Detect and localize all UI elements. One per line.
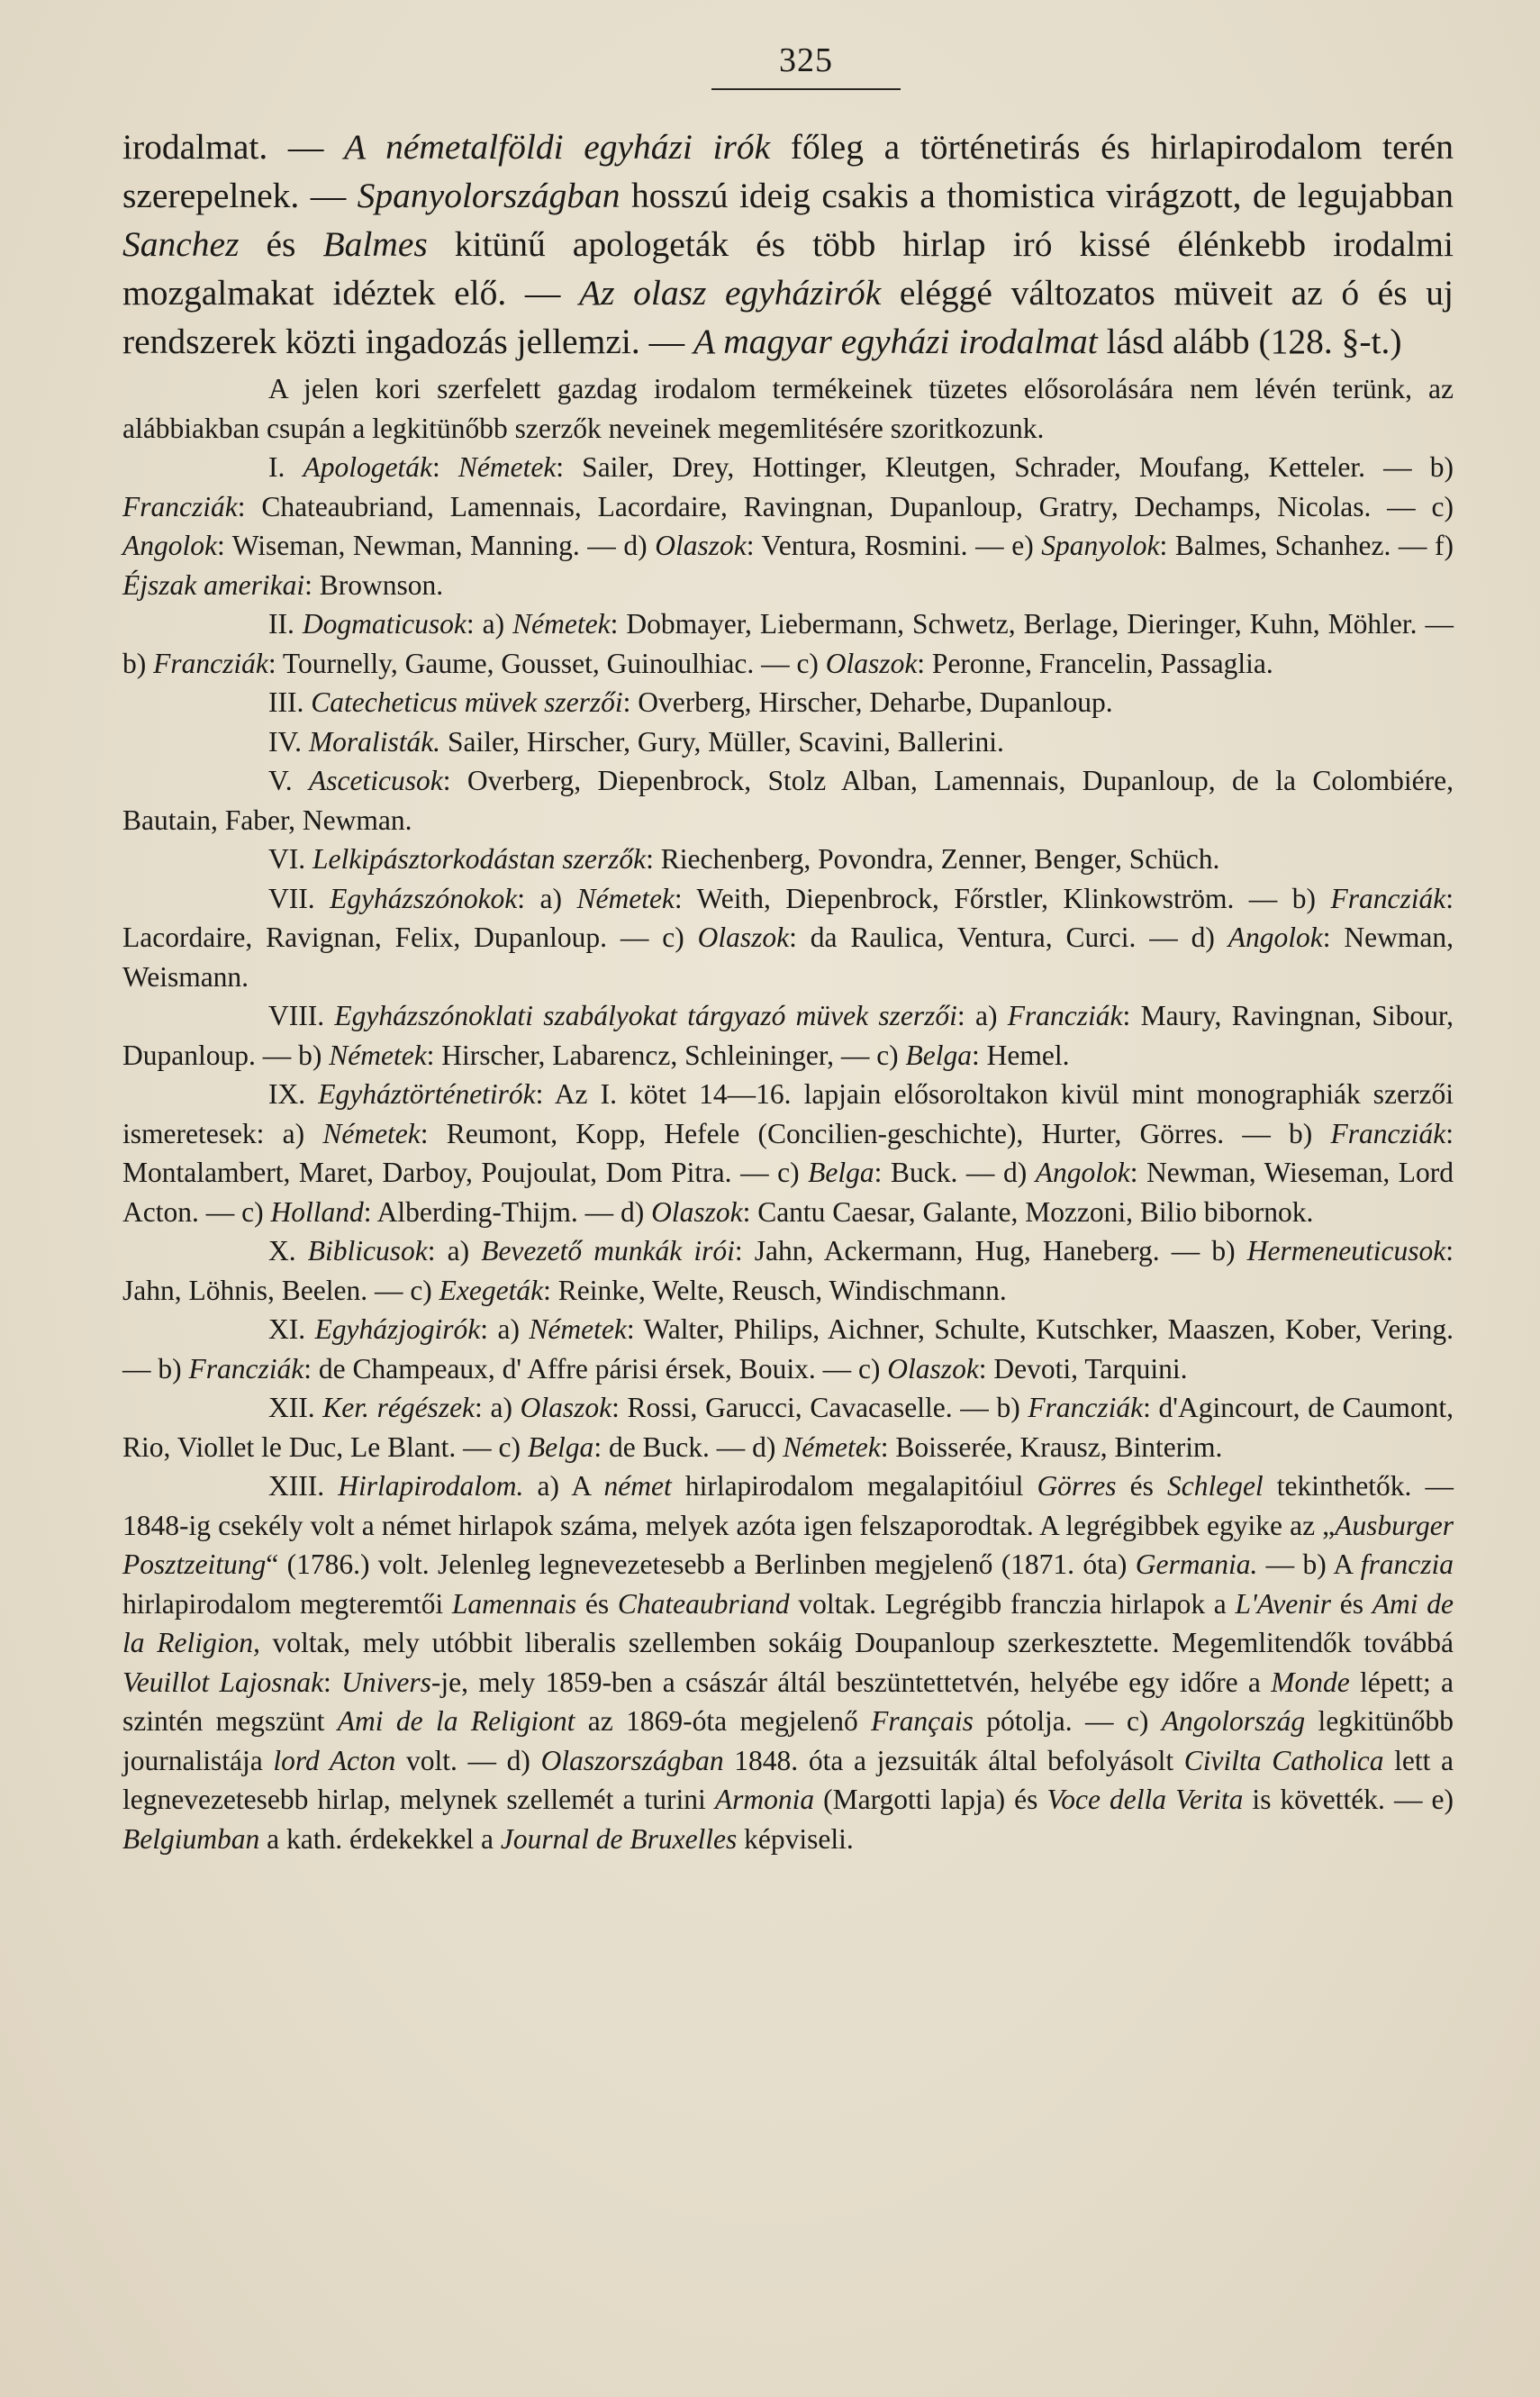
italic-run: Armonia <box>714 1784 815 1815</box>
text-run: 1848. óta a jezsuiták által befolyásolt <box>723 1744 1184 1776</box>
text-run: : Chateaubriand, Lamennais, Lacordaire, Ravingnan, Dupanloup, Gratry, Dechamps, Nicolas. — c) <box>237 490 1454 522</box>
italic-run: Chateaubriand <box>617 1587 790 1620</box>
text-run: : Cantu Caesar, Galante, Mozzoni, Bilio bibornok. <box>742 1195 1314 1228</box>
italic-run: Lamennais <box>451 1587 577 1620</box>
italic-run: Németek <box>329 1039 427 1071</box>
text-run: : Az I. kötet 14—16. lapjain elősoroltakon kivül mint monographiák szerzői ismeretesek: a) <box>122 1078 1454 1149</box>
italic-run: Catecheticus müvek szerzői <box>311 686 623 718</box>
page-number: 325 <box>779 41 833 79</box>
text-run: : Wiseman, Newman, Manning. — d) <box>216 530 656 561</box>
italic-run: A magyar egyházi irodalmat <box>693 322 1098 361</box>
text-run: Sailer, Hirscher, Gury, Müller, Scavini, Ballerini. <box>440 725 1004 758</box>
text-run: : Brownson. <box>304 568 444 601</box>
text-run: A jelen kori szerfelett gazdag irodalom termékeinek tüzetes elősorolására nem lévén terünk, az alábbiakban csupán a legkitünőbb szerzők neveinek megemlitésére szoritkozunk. <box>122 373 1454 444</box>
text-run: : Newman, Wieseman, Lord Acton. — c) <box>122 1157 1454 1228</box>
text-run: és <box>239 224 323 264</box>
text-run: III. <box>268 686 312 718</box>
italic-run: Spanyolországban <box>357 176 621 215</box>
italic-run: Sanchez <box>122 224 240 264</box>
page-number-rule <box>711 88 901 90</box>
text-run: : Boisserée, Krausz, Binterim. <box>880 1430 1223 1463</box>
italic-run: Hermeneuticusok <box>1246 1235 1446 1267</box>
italic-run: Olaszok <box>887 1352 979 1385</box>
italic-run: Olaszok <box>697 922 790 953</box>
text-run: : Weith, Diepenbrock, Főrstler, Klinkowström. — b) <box>674 882 1331 914</box>
italic-run: Moralisták. <box>308 725 441 758</box>
text-run: és <box>1331 1587 1372 1620</box>
text-run: : Jahn, Ackermann, Hug, Haneberg. — b) <box>734 1235 1247 1267</box>
text-run: : de Champeaux, d' Affre párisi érsek, Bouix. — c) <box>303 1352 888 1385</box>
italic-run: Egyházszónokok <box>330 882 518 914</box>
italic-run: Németek <box>783 1430 881 1463</box>
text-run: : <box>323 1666 342 1698</box>
italic-run: lord Acton <box>273 1744 396 1776</box>
text-run: : Reinke, Welte, Reusch, Windischmann. <box>543 1274 1007 1306</box>
text-run: pótolja. — c) <box>973 1705 1162 1737</box>
italic-run: Dogmaticusok <box>302 608 467 640</box>
intro-paragraph <box>122 123 1454 366</box>
italic-run: Balmes <box>322 224 428 264</box>
italic-run: Németek <box>529 1313 627 1345</box>
text-run: : a) <box>956 1000 1008 1031</box>
italic-run: Journal de Bruxelles <box>500 1822 738 1855</box>
italic-run: Belgiumban <box>122 1822 260 1855</box>
text-run: : Newman, Weismann. <box>122 922 1454 993</box>
text-run: is követték. — e) <box>1243 1784 1454 1815</box>
italic-run: Francziák <box>122 490 238 522</box>
italic-run: Exegeták <box>439 1274 544 1306</box>
italic-run: Egyházjogirók <box>314 1313 481 1345</box>
text-run: a kath. érdekekkel a <box>259 1822 501 1855</box>
text-run: : de Buck. — d) <box>593 1430 784 1463</box>
italic-run: Spanyolok <box>1041 530 1160 561</box>
text-run: : Overberg, Diepenbrock, Stolz Alban, Lamennais, Dupanloup, de la Colombiére, Bautain, Faber, Newman. <box>122 765 1454 836</box>
text-run: : Peronne, Francelin, Passaglia. <box>917 647 1273 679</box>
text-run: : a) <box>427 1235 482 1267</box>
italic-run: Apologeták <box>303 451 432 483</box>
italic-run: Bevezető munkák irói <box>481 1235 735 1267</box>
text-run: “ (1786.) volt. Jelenleg legnevezetesebb a Berlinben megjelenő (1871. óta) <box>266 1548 1136 1580</box>
italic-run: Angolok <box>122 530 217 561</box>
text-run: : a) <box>475 1392 521 1423</box>
italic-run: Németek <box>322 1117 421 1149</box>
text-run: II. <box>268 608 303 640</box>
text-run: V. <box>268 765 309 796</box>
text-run: az 1869-óta megjelenő <box>575 1705 872 1737</box>
italic-run: Olaszok <box>655 530 747 561</box>
italic-run: Veuillot Lajosnak <box>122 1666 324 1698</box>
text-run: XI. <box>268 1313 315 1345</box>
text-run: : Balmes, Schanhez. — f) <box>1159 530 1454 561</box>
text-run: : Montalambert, Maret, Darboy, Poujoulat, Dom Pitra. — c) <box>122 1117 1454 1188</box>
italic-run: Olaszok <box>825 647 918 679</box>
section-egyhazszonoklati <box>122 996 1454 1075</box>
text-run: tekinthetők. — 1848-ig csekély volt a német hirlapok száma, melyek azóta igen felszaporodtak. A legrégibbek egyike az „ <box>122 1470 1454 1541</box>
italic-run: Germania. <box>1135 1548 1258 1580</box>
text-run: hosszú ideig csakis a thomistica virágzott, de legujabban <box>620 176 1454 215</box>
text-run: lépett; a szintén megszünt <box>122 1666 1454 1737</box>
italic-run: Schlegel <box>1166 1470 1264 1502</box>
italic-run: Hirlapirodalom. <box>338 1470 524 1502</box>
italic-run: Egyháztörténetirók <box>318 1078 536 1110</box>
text-run: hirlapirodalom megteremtői <box>122 1587 452 1620</box>
text-run: : a) <box>480 1313 530 1345</box>
text-run: VII. <box>268 882 331 914</box>
italic-run: Az olasz egyházirók <box>578 273 882 313</box>
text-run: és <box>576 1587 618 1620</box>
text-run: képviseli. <box>737 1822 854 1855</box>
italic-run: Ami de la Religion, <box>122 1587 1454 1658</box>
italic-run: Civilta Catholica <box>1183 1744 1384 1776</box>
italic-run: Angolok <box>1035 1157 1130 1188</box>
text-run: IX. <box>268 1078 319 1110</box>
italic-run: Olaszok <box>520 1392 612 1423</box>
text-run: VI. <box>268 843 313 875</box>
text-run: XII. <box>268 1392 323 1423</box>
text-run: : Jahn, Löhnis, Beelen. — c) <box>122 1235 1454 1306</box>
italic-run: Belga <box>808 1157 874 1188</box>
text-run: : Reumont, Kopp, Hefele (Concilien-geschichte), Hurter, Görres. — b) <box>420 1117 1331 1149</box>
italic-run: Ami de la Religiont <box>337 1705 575 1737</box>
text-run: legkitünőbb journalistája <box>122 1705 1454 1776</box>
text-run: irodalmat. — <box>122 127 345 167</box>
text-run: : Devoti, Tarquini. <box>978 1352 1188 1385</box>
text-run: : Maury, Ravingnan, Sibour, Dupanloup. — b) <box>122 1000 1454 1071</box>
text-run: I. <box>268 451 303 483</box>
section-biblicusok <box>122 1231 1454 1310</box>
text-run: -je, mely 1859-ben a császár áltál beszüntettetvén, helyébe egy időre a <box>430 1666 1272 1698</box>
text-run: : Hirscher, Labarencz, Schleininger, — c) <box>426 1039 906 1071</box>
italic-run: Olaszországban <box>540 1744 724 1776</box>
italic-run: Francziák <box>153 647 268 679</box>
text-run: voltak, mely utóbbit liberalis szellemben sokáig Doupanloup szerkesztette. Megemlitendők továbbá <box>259 1627 1454 1658</box>
text-run: : Hemel. <box>972 1039 1070 1071</box>
italic-run: L'Avenir <box>1235 1587 1332 1620</box>
italic-run: Ausburger Posztzeitung <box>122 1509 1454 1580</box>
italic-run: Belga <box>527 1430 594 1463</box>
text-run: : Riechenberg, Povondra, Zenner, Benger, Schüch. <box>646 843 1220 875</box>
note-paragraph <box>122 369 1454 448</box>
italic-run: Francziák <box>1028 1392 1144 1423</box>
italic-run: A németalföldi egyházi irók <box>344 127 771 167</box>
italic-run: Németek <box>457 451 557 483</box>
italic-run: Voce della Verita <box>1046 1784 1244 1815</box>
section-asceticusok <box>122 761 1454 840</box>
text-run: X. <box>268 1235 308 1267</box>
italic-run: Ker. régészek <box>322 1392 476 1423</box>
italic-run: Angolok <box>1227 922 1323 953</box>
italic-run: Angolország <box>1161 1705 1306 1737</box>
section-egyhaztortenetirok <box>122 1075 1454 1231</box>
italic-run: Univers <box>341 1666 431 1698</box>
italic-run: Francziák <box>1330 1117 1446 1149</box>
text-run: : Sailer, Drey, Hottinger, Kleutgen, Schrader, Moufang, Ketteler. — b) <box>556 451 1454 483</box>
italic-run: Français <box>871 1705 974 1737</box>
italic-run: Francziák <box>1330 882 1446 914</box>
text-run: : Buck. — d) <box>874 1157 1036 1188</box>
italic-run: Holland <box>270 1195 364 1228</box>
text-run: voltak. Legrégibb franczia hirlapok a <box>789 1587 1236 1620</box>
text-run: lásd alább (128. §-t.) <box>1097 322 1402 361</box>
section-dogmaticusok <box>122 604 1454 683</box>
text-run: : Rossi, Garucci, Cavacaselle. — b) <box>611 1392 1028 1423</box>
italic-run: Olaszok <box>651 1195 743 1228</box>
text-run: lett a legnevezetesebb hirlap, melynek szellemét a turini <box>122 1744 1454 1815</box>
italic-run: Németek <box>512 608 611 640</box>
italic-run: Lelkipásztorkodástan szerzők <box>313 843 647 875</box>
text-run: VIII. <box>268 1000 335 1031</box>
section-lelkipasztorkodastan <box>122 840 1454 879</box>
text-run: főleg a történetirás és hirlapirodalom terén szerepelnek. — <box>122 127 1454 215</box>
text-run: eléggé változatos müveit az ó és uj rendszerek közti ingadozás jellemzi. — <box>122 273 1454 361</box>
text-run: a) A <box>523 1470 604 1502</box>
section-egyhazjogirok <box>122 1310 1454 1388</box>
text-run: : a) <box>517 882 577 914</box>
text-run: : Alberding-Thijm. — d) <box>363 1195 652 1228</box>
text-run: (Margotti lapja) és <box>814 1784 1047 1815</box>
section-regeszek <box>122 1388 1454 1466</box>
text-run: : a) <box>466 608 513 640</box>
section-egyhazszonokok <box>122 879 1454 997</box>
italic-run: Monde <box>1271 1666 1350 1698</box>
section-hirlapirodalom <box>122 1466 1454 1858</box>
text-run: hirlapirodalom megalapitóiul <box>671 1470 1037 1502</box>
text-run: IV. <box>268 725 309 758</box>
italic-run: Francziák <box>1007 1000 1123 1031</box>
text-run: : Overberg, Hirscher, Deharbe, Dupanloup. <box>622 686 1113 718</box>
text-run: : Dobmayer, Liebermann, Schwetz, Berlage, Dieringer, Kuhn, Möhler. — b) <box>122 608 1454 679</box>
italic-run: Görres <box>1037 1470 1117 1502</box>
text-run: : Tournelly, Gaume, Gousset, Guinoulhiac. — c) <box>267 647 826 679</box>
text-run: : da Raulica, Ventura, Curci. — d) <box>789 922 1228 953</box>
text-run: és <box>1116 1470 1167 1502</box>
italic-run: franczia <box>1360 1548 1454 1580</box>
author-sections <box>122 448 1454 1858</box>
text-run: : Lacordaire, Ravignan, Felix, Dupanloup. — c) <box>122 882 1454 953</box>
text-run: — b) A <box>1257 1548 1361 1580</box>
text-run: XIII. <box>268 1470 339 1502</box>
text-run: : <box>431 451 458 483</box>
italic-run: Asceticusok <box>309 765 443 796</box>
text-run: : Walter, Philips, Aichner, Schulte, Kutschker, Maaszen, Kober, Vering. — b) <box>122 1313 1454 1385</box>
italic-run: Egyházszónoklati szabályokat tárgyazó müvek szerzői <box>334 1000 957 1031</box>
text-run: : Ventura, Rosmini. — e) <box>746 530 1042 561</box>
text-run: volt. — d) <box>395 1744 541 1776</box>
italic-run: Belga <box>905 1039 973 1071</box>
text-run: kitünű apologeták és több hirlap iró kissé élénkebb irodalmi mozgalmakat idéztek elő. — <box>122 224 1454 313</box>
italic-run: Francziák <box>188 1352 304 1385</box>
section-apologetak <box>122 448 1454 604</box>
section-catecheticus <box>122 683 1454 722</box>
italic-run: Németek <box>576 882 675 914</box>
italic-run: Biblicusok <box>307 1235 428 1267</box>
italic-run: Éjszak amerikai <box>122 568 305 601</box>
section-moralistak <box>122 722 1454 762</box>
text-run: : d'Agincourt, de Caumont, Rio, Viollet le Duc, Le Blant. — c) <box>122 1392 1454 1463</box>
italic-run: német <box>603 1470 672 1502</box>
